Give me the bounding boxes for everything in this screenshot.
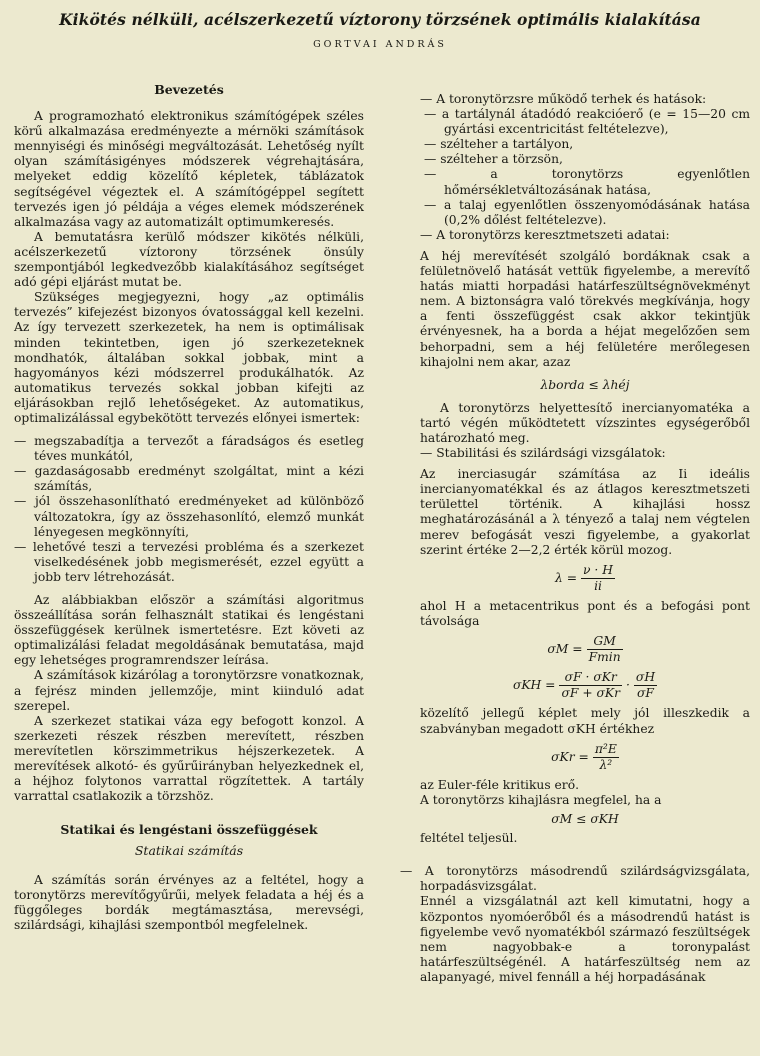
formula-denominator: σF + σKr	[561, 686, 620, 701]
section-label-stability: — Stabilitási és szilárdsági vizsgálatok:	[420, 446, 666, 461]
list-item: — lehetővé teszi a tervezési probléma és a szerkezet viselkedésének jobb megismerését, ezzel együtt a jobb terv létrehozását.	[14, 539, 364, 584]
list-item: — megszabadítja a tervezőt a fáradságos és esetleg téves munkától,	[14, 434, 364, 464]
formula-lhs: σM =	[547, 642, 583, 657]
paragraph: A héj merevítését szolgáló bordáknak csak a felületnövelő hatását vettük figyelembe, a merevítő hatás miatti horpadási határfeszültségnövekményt nem. A biztonságra való törekvés megkívánja, hogy a fenti összefüggést csak akkor tekintjük érvényesnek, ha a borda a héjat megelőzően sem behorpadni, sem a héj felületére merőlegesen kihajolni nem akar, azaz	[420, 248, 750, 369]
paragraph: A számítás során érvényes az a feltétel, hogy a toronytörzs merevítőgyűrűi, melyek feladata a héj és a függőleges bordák megtámasztása, merevségi, szilárdsági, kihajlási szempontból megfelelnek.	[14, 872, 364, 932]
paragraph: feltétel teljesül.	[420, 831, 518, 846]
list-item: — szélteher a törzsön,	[424, 152, 563, 167]
formula-lhs: σKH =	[512, 678, 556, 693]
formula-lhs: λ =	[555, 570, 578, 585]
formula-operator: ·	[626, 678, 630, 693]
list-item: — jól összehasonlítható eredményeket ad különböző változatokra, így az összehasonlító, elemző munkát lényegesen megkönnyíti,	[14, 494, 364, 539]
paragraph: Az inerciasugár számítása az Ii ideális inercianyomatékkal és az átlagos keresztmetszeti területtel történik. A kihajlási hossz meghatározásánál a λ tényező a talaj nem végtelen merev befogását veszi figyelembe, a gyakorlat szerint értéke 2—2,2 érték körül mozog.	[420, 467, 750, 557]
formula-lambda-condition: λborda ≤ λhéj	[540, 377, 630, 392]
paragraph: az Euler-féle kritikus erő.	[420, 777, 580, 792]
formula-denominator: λ²	[599, 757, 613, 772]
formula-numerator: σH	[634, 670, 657, 686]
paragraph: A toronytörzs kihajlásra megfelel, ha a	[420, 792, 662, 807]
paragraph: ahol H a metacentrikus pont és a befogási pont távolsága	[420, 598, 750, 628]
section-label-loads: — A toronytörzsre működő terhek és hatások:	[420, 92, 707, 106]
paragraph: A bemutatásra kerülő módszer kikötés nélküli, acélszerkezetű víztorony törzsének önsúly szempontjából legkedvezőbb kialakításához segítséget adó gépi eljárást mutat be.	[14, 229, 364, 290]
formula-denominator: Fmin	[588, 650, 621, 665]
formula-numerator: σF · σKr	[559, 670, 622, 686]
formula-numerator: GM	[587, 634, 623, 650]
paragraph: Az alábbiakban először a számítási algoritmus összeállítása során felhasznált statikai és lengéstani összefüggések kerülnek ismertetésre. Ezt követi az optimalizálási feladat megoldásának bemutatása, majd egy lehetséges programrendszer leírása.	[14, 593, 364, 668]
formula-lhs: σKr =	[551, 749, 589, 764]
formula-sigma-m	[420, 634, 750, 665]
right-column	[400, 92, 750, 985]
paragraph: A számítások kizárólag a toronytörzsre vonatkoznak, a fejrész minden jellemzője, mint kiinduló adat szerepel.	[14, 668, 364, 713]
heading-static-relations: Statikai és lengéstani összefüggések	[60, 822, 318, 838]
paragraph: A szerkezet statikai váza egy befogott konzol. A szerkezeti részek részben merevített, részben merevítetlen körszimmetrikus héjszerkezetek. A merevítések alkotó- és gyűrűirányban helyezkednek el, a héjhoz folytonos varrattal rögzítettek. A tartály varrattal csatlakozik a törzshöz.	[14, 713, 364, 804]
author-name: GORTVAI ANDRÁS	[313, 39, 447, 50]
formula-denominator: ii	[594, 578, 602, 593]
list-item: — a tartálynál átadódó reakcióerő (e = 15—20 cm gyártási excentricitást feltételezve),	[424, 107, 750, 137]
left-column	[14, 82, 364, 933]
list-item: — szélteher a tartályon,	[424, 137, 574, 152]
article-title: Kikötés nélküli, acélszerkezetű víztorony törzsének optimális kialakítása	[59, 10, 701, 29]
paragraph: A programozható elektronikus számítógépek széles körű alkalmazása eredményezte a mérnöki számítások mennyiségi és minőségi megváltozását. Lehetőség nyílt olyan számításigényes módszerek végrehajtására, melyeket eddig közelítő képletek, táblázatok segítségével végeztek el. A számítógéppel segített tervezés igen jó példája a véges elemek módszerének alkalmazása vagy az automatizált optimumkeresés.	[14, 109, 364, 229]
list-item: — a toronytörzs egyenlőtlen hőmérsékletváltozásának hatása,	[424, 167, 750, 197]
formula-sigma-kh	[420, 670, 750, 701]
formula-buckling-condition: σM ≤ σKH	[551, 812, 619, 827]
list-item: — a talaj egyenlőtlen összenyomódásának hatása (0,2% dőlést feltételezve).	[424, 197, 750, 227]
heading-introduction: Bevezetés	[154, 82, 224, 97]
formula-slenderness	[420, 563, 750, 594]
paragraph: Ennél a vizsgálatnál azt kell kimutatni, hogy a központos nyomóerőből és a másodrendű hatást is figyelembe vevő nyomatékból származó feszültségek nem nagyobbak-e a toronypalást határfeszültségénél. A határfeszültség nem az alapanyagé, mivel fennáll a héj horpadásának	[420, 894, 750, 984]
list-item: — gazdaságosabb eredményt szolgáltat, mint a kézi számítás,	[14, 464, 364, 494]
formula-numerator: ν · H	[581, 563, 615, 579]
formula-numerator: π²E	[593, 742, 619, 758]
paragraph: A toronytörzs helyettesítő inercianyomatéka a tartó végén működtetett vízszintes egységerőből határozható meg.	[420, 400, 750, 445]
section-label-second-order: — A toronytörzs másodrendű szilárdságvizsgálata, horpadásvizsgálat.	[400, 864, 750, 894]
heading-static-calculation: Statikai számítás	[134, 843, 244, 859]
formula-sigma-kr	[420, 742, 750, 773]
section-label-cross-section: — A toronytörzs keresztmetszeti adatai:	[420, 227, 670, 242]
formula-denominator: σF	[637, 686, 654, 701]
paragraph: Szükséges megjegyezni, hogy „az optimális tervezés” kifejezést bizonyos óvatossággal kell kezelni. Az így tervezett szerkezetek, ha nem is optimálisak minden tekintetben, igen jó szerkezeteknek mondhatók, általában sokkal jobbak, mint a hagyományos kézi módszerrel produkálhatók. Az automatikus tervezés sokkal jobban kifejti az eljárásokban rejlő lehetőségeket. Az automatikus, optimalizálással egybekötött tervezés előnyei ismertek:	[14, 290, 364, 425]
paragraph: közelítő jellegű képlet mely jól illeszkedik a szabványban megadott σKH értékhez	[420, 706, 750, 736]
